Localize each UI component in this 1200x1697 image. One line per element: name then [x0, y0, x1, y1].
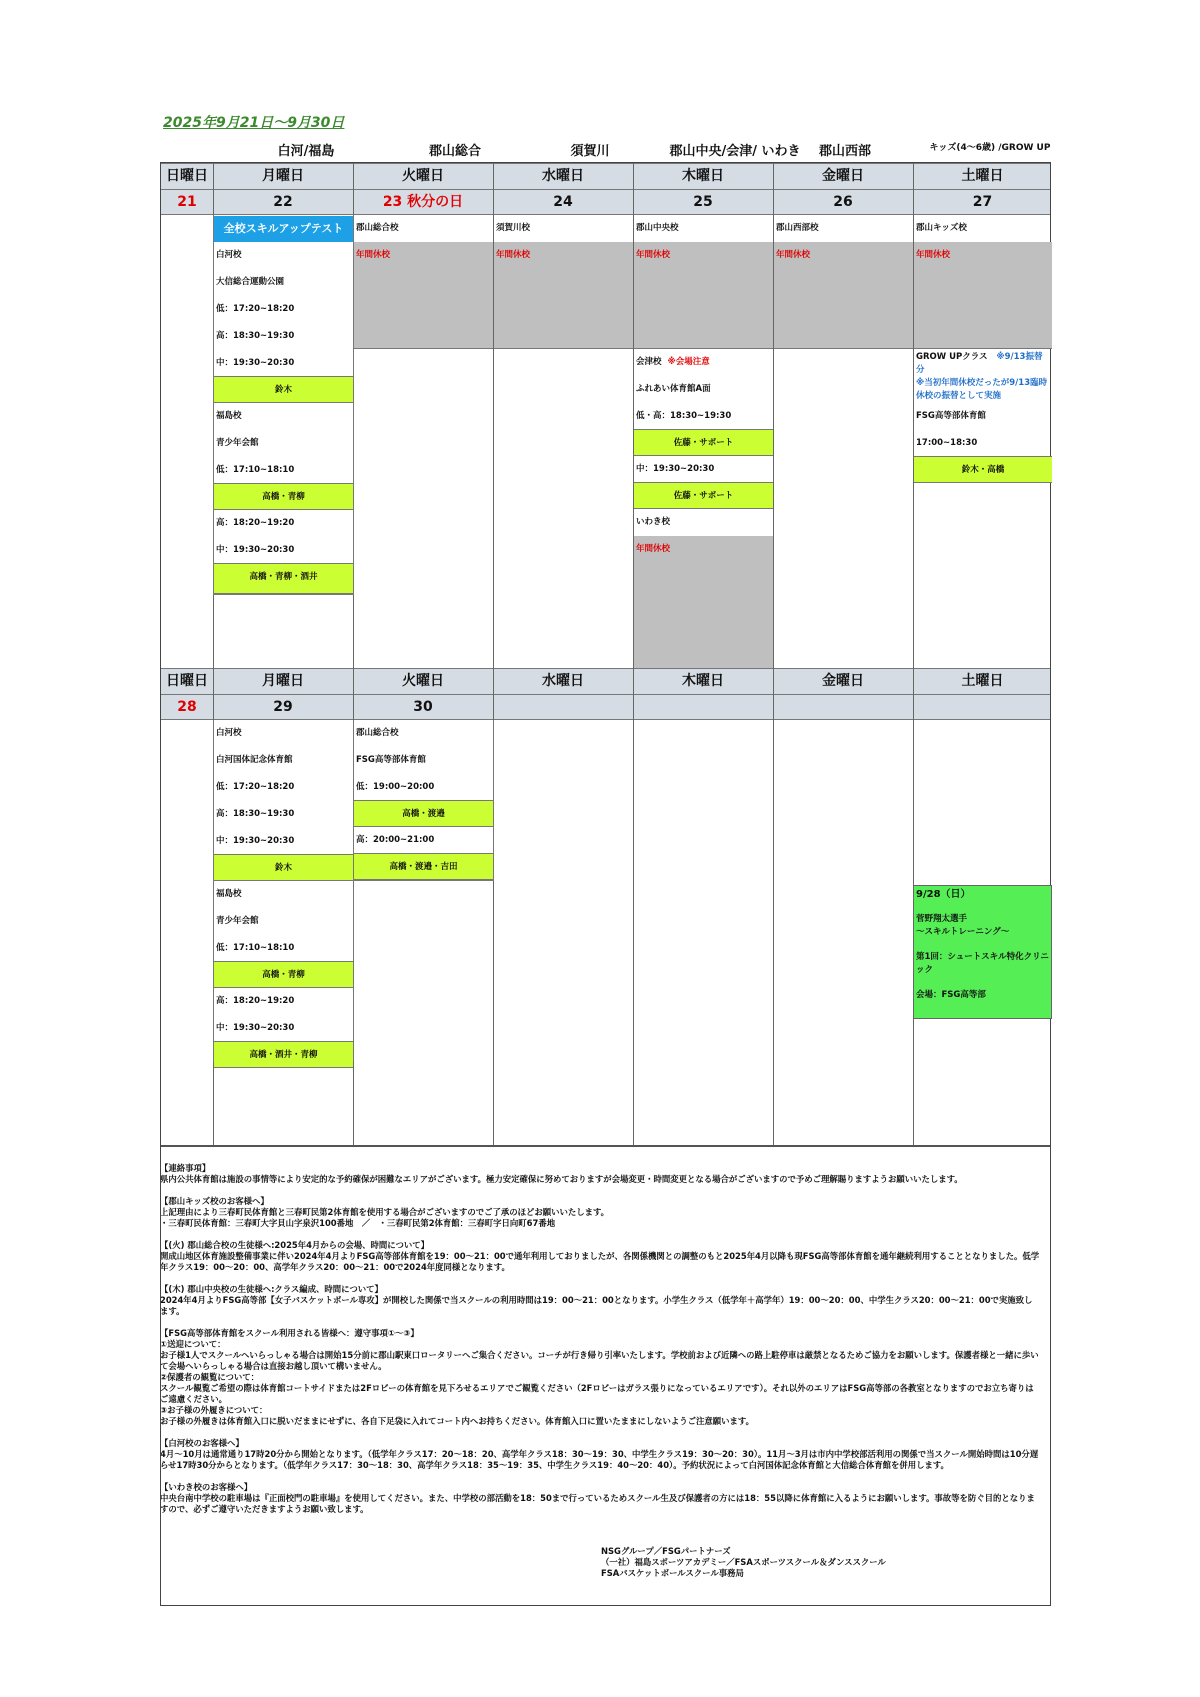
- date-cell: 26: [833, 194, 853, 210]
- schedule-line: 郡山総合校: [356, 728, 399, 738]
- note-block: 【FSG高等部体育館をスクール利用される皆様へ：遵守事項①～③】 ①送迎について： お子様1人でスクールへいらっしゃる場合は開始15分前に郡山駅東口ロータリーへご集合ください。コーチが行き帰り引率いたします。学校前および近隣への路上駐停車は厳禁となるためご協力をお願いします。保護者様と一緒に歩いて会場へいらっしゃる場合は直接お越し頂いて構いません。 ②保護者の観覧について： スクール観覧ご希望の際は体育館コートサイドまたは2Fロビーの体育館を見下ろせるエリアでご観覧ください（2Fロビーはガラス張りになっているエリアです）。それ以外のエリアはFSG高等部の各教室となりますのでお立ち寄りはご遠慮ください。 ③お子様の外履きについて： お子様の外履きは体育館入口に脱いだままにせずに、各自下足袋に入れてコート内へお持ちください。体育館入口に置いたままにしないようご注意願います。: [160, 1328, 1039, 1426]
- schedule-line: 低：17:20~18:20: [216, 304, 295, 314]
- note-block: 【(火) 郡山総合校の生徒様へ:2025年4月からの会場、時間について】 開成山地区体育施設整備事業に伴い2024年4月よりFSG高等部体育館を19：00～21：00で通年利用しておりましたが、各関係機関との調整のもと2025年4月以降も現FSG高等部体育館を通年継続利用することとなりました。低学年クラス19：00～20：00、高学年クラス20：00～21：00で2024年度同様となります。: [160, 1240, 1040, 1272]
- schedule-line: 青少年会館: [216, 916, 259, 926]
- date-cell: 25: [693, 194, 713, 210]
- schedule-line: 高：18:20~19:20: [216, 518, 295, 528]
- coach-label: 佐藤・サポート: [634, 429, 773, 456]
- schedule-line: 白河校: [216, 728, 242, 738]
- date-cell: 27: [972, 194, 993, 210]
- coach-label: 高橋・渡邉・吉田: [354, 853, 493, 880]
- schedule-line: FSG高等部体育館: [356, 755, 426, 765]
- schedule-line: 高：18:20~19:20: [216, 996, 295, 1006]
- closed-label: 年間休校: [356, 250, 391, 260]
- page-title: 2025年9月21日～9月30日: [163, 115, 345, 131]
- weekday-header: 月曜日: [262, 673, 304, 689]
- coach-label: 鈴木: [214, 376, 353, 403]
- event-date: 9/28（日）: [916, 889, 971, 900]
- note-block: 【郡山キッズ校のお客様へ】 上記理由により三春町民体育館と三春町民第2体育館を使用する場合がございますのでご了承のほどお願いいたします。 ・三春町民体育館：三春町大字貝山字泉沢100番地 ／ ・三春町民第2体育館：三春町字日向町67番地: [160, 1196, 610, 1228]
- schedule-line: 福島校: [216, 411, 242, 421]
- school-name: いわき校: [636, 517, 671, 527]
- schedule-line: 中：19:30~20:30: [216, 358, 295, 368]
- date-cell: 30: [413, 699, 433, 715]
- school-name: 郡山西部校: [776, 223, 819, 233]
- schedule-line: 高：18:30~19:30: [216, 331, 295, 341]
- skillup-test-banner: 全校スキルアップテスト: [214, 216, 353, 242]
- school-name: 須賀川校: [496, 223, 531, 233]
- schedule-line: 17:00~18:30: [916, 438, 978, 448]
- school-label: 郡山西部: [818, 144, 871, 159]
- school-label: キッズ(4～6歳) /GROW UP: [929, 143, 1051, 153]
- schedule-line: 高：20:00~21:00: [356, 835, 435, 845]
- grow-up-class: GROW UPクラス ※9/13振替分 ※当初年間休校だったが9/13臨時休校の振替として実施: [916, 352, 1048, 401]
- event-player: 菅野翔太選手: [916, 914, 968, 924]
- weekday-header: 水曜日: [542, 168, 584, 184]
- school-name: 郡山総合校: [356, 223, 399, 233]
- date-cell: 23 秋分の日: [382, 194, 464, 210]
- schedule-line: 中：19:30~20:30: [636, 464, 715, 474]
- weekday-header: 月曜日: [262, 168, 304, 184]
- weekday-header: 水曜日: [542, 673, 584, 689]
- note-block: 【(木) 郡山中央校の生徒様へ:クラス編成、時間について】 2024年4月よりFSG高等部【女子バスケットボール専攻】が開校した関係で当スクールの利用時間は19：00～21：00となります。小学生クラス（低学年＋高学年）19：00～20：00、中学生クラス20：00～21：00で実施致します。: [160, 1284, 1033, 1316]
- schedule-line: 白河国体記念体育館: [216, 755, 293, 765]
- coach-label: 鈴木・高橋: [914, 456, 1052, 483]
- schedule-line: 中：19:30~20:30: [216, 545, 295, 555]
- closed-label: 年間休校: [636, 250, 671, 260]
- schedule-line: 中：19:30~20:30: [216, 1023, 295, 1033]
- school-label: 須賀川: [570, 144, 610, 159]
- weekday-header: 日曜日: [166, 673, 208, 689]
- schedule-line: 低：19:00~20:00: [356, 782, 435, 792]
- calendar-table: [160, 162, 1051, 1146]
- event-venue: 会場：FSG高等部: [916, 990, 986, 1000]
- weekday-header: 火曜日: [402, 168, 444, 184]
- date-cell: 21: [177, 194, 197, 210]
- venue-label: FSG高等部体育館: [916, 411, 986, 421]
- schedule-line: 高：18:30~19:30: [216, 809, 295, 819]
- event-subtitle: ～スキルトレーニング～: [916, 927, 1010, 937]
- coach-label: 高橋・青柳: [214, 483, 353, 510]
- weekday-header: 火曜日: [402, 673, 444, 689]
- schedule-line: 青少年会館: [216, 438, 259, 448]
- closed-label: 年間休校: [636, 544, 671, 554]
- weekday-header: 木曜日: [682, 168, 724, 184]
- schedule-line: 中：19:30~20:30: [216, 836, 295, 846]
- date-cell: 22: [273, 194, 293, 210]
- weekday-header: 土曜日: [961, 168, 1004, 184]
- event-card: [913, 885, 1052, 1019]
- school-name: 会津校 ※会場注意: [636, 357, 710, 367]
- signature-line: NSGグループ／FSGパートナーズ: [601, 1546, 731, 1556]
- school-header-row: [160, 140, 1050, 160]
- date-cell: 28: [177, 699, 197, 715]
- weekday-header: 金曜日: [822, 673, 864, 689]
- venue-label: ふれあい体育館A面: [636, 384, 711, 394]
- date-cell: 24: [553, 194, 573, 210]
- schedule-line: 低：17:10~18:10: [216, 943, 295, 953]
- signature-line: FSAバスケットボールスクール事務局: [601, 1568, 744, 1578]
- weekday-header: 日曜日: [166, 168, 208, 184]
- weekday-header: 金曜日: [822, 168, 864, 184]
- schedule-line: 低：17:10~18:10: [216, 465, 295, 475]
- coach-label: 高橋・青柳・酒井: [214, 563, 353, 594]
- school-label: 郡山中央/会津/ いわき: [669, 144, 801, 159]
- school-label: 白河/福島: [277, 144, 335, 159]
- weekday-header: 木曜日: [682, 673, 724, 689]
- closed-label: 年間休校: [916, 250, 951, 260]
- note-block: 【連絡事項】 県内公共体育館は施設の事情等により安定的な予約確保が困難なエリアがございます。極力安定確保に努めておりますが会場変更・時間変更となる場合がございますので予めご理解賜りますようお願いいたします。: [160, 1163, 963, 1184]
- school-label: 郡山総合: [428, 144, 481, 159]
- schedule-line: 低・高：18:30~19:30: [636, 411, 732, 421]
- schedule-line: 福島校: [216, 889, 242, 899]
- notes-frame: [160, 1146, 1051, 1606]
- closed-label: 年間休校: [776, 250, 811, 260]
- event-session: 第1回：シュートスキル特化クリニック: [916, 952, 1049, 975]
- school-name: 郡山中央校: [636, 223, 679, 233]
- note-block: 【いわき校のお客様へ】 中央台南中学校の駐車場は『正面校門の駐車場』を使用してください。また、中学校の部活動を18：50まで行っているためスクール生及び保護者の方には18：55以降に体育館に入るようにお願いします。事故等を防ぐ目的となりますので、必ずご遵守いただきますようお願い致します。: [160, 1482, 1035, 1514]
- date-cell: 29: [273, 699, 293, 715]
- school-name: 郡山キッズ校: [916, 223, 967, 233]
- schedule-line: 大信総合運動公園: [216, 277, 285, 287]
- signature-line: （一社）福島スポーツアカデミー／FSAスポーツスクール＆ダンススクール: [601, 1557, 886, 1567]
- closed-label: 年間休校: [496, 250, 531, 260]
- coach-label: 高橋・渡邉: [354, 800, 493, 827]
- schedule-line: 白河校: [216, 250, 242, 260]
- coach-label: 鈴木: [214, 854, 353, 881]
- coach-label: 高橋・酒井・青柳: [214, 1041, 353, 1068]
- schedule-line: 低：17:20~18:20: [216, 782, 295, 792]
- weekday-header: 土曜日: [961, 673, 1004, 689]
- coach-label: 高橋・青柳: [214, 961, 353, 988]
- note-block: 【白河校のお客様へ】 4月～10月は通常通り17時20分から開始となります。（低学年クラス17：20～18：20、高学年クラス18：30～19：30、中学生クラス19：30～20：30）。11月～3月は市内中学校部活利用の関係で当スクール開始時間は10分遅らせ17時30分からとなります。（低学年クラス17：30～18：30、高学年クラス18：35～19：35、中学生クラス19：40～20：40）。予約状況によって白河国体記念体育館と大信総合体育館を併用します。: [160, 1438, 1039, 1470]
- coach-label: 佐藤・サポート: [634, 482, 773, 509]
